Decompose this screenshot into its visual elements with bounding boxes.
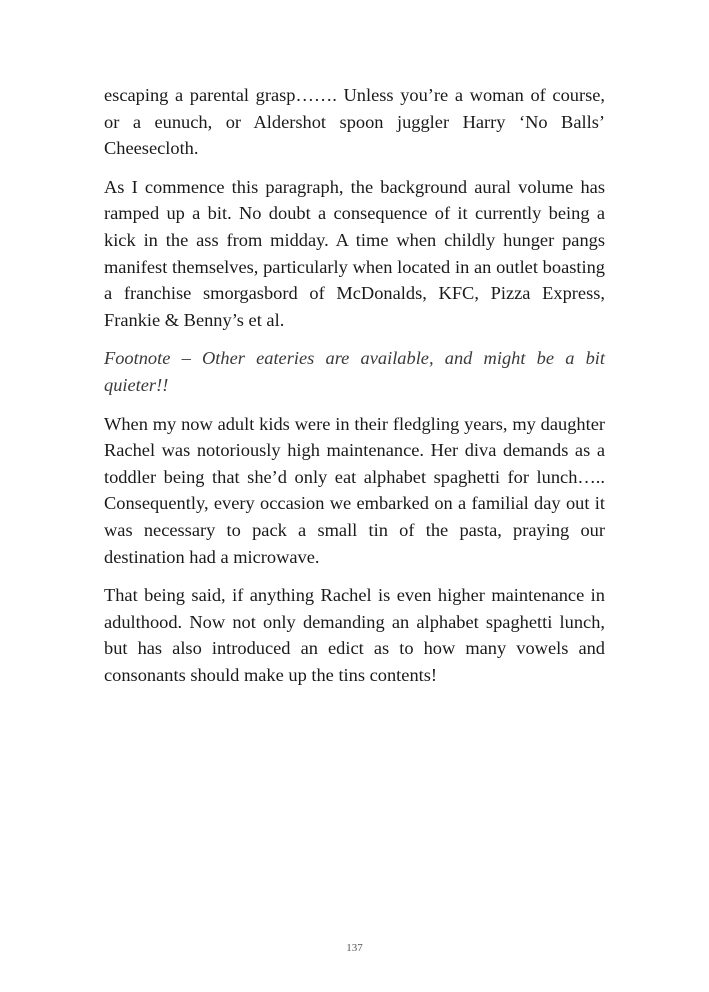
footnote: Footnote – Other eateries are available, and might be a bit quieter!!	[104, 348, 605, 395]
page-number: 137	[346, 942, 363, 954]
paragraph-rachel-adulthood: That being said, if anything Rachel is even higher maintenance in adulthood. Now not only demanding an alphabet spaghetti lunch, but has also introduced an edict as to how many vowels and consonants should make up the tins contents!	[104, 585, 605, 685]
paragraph-rachel-toddler: When my now adult kids were in their fledgling years, my daughter Rachel was notoriously high maintenance. Her diva demands as a toddler being that she’d only eat alphabet spaghetti for lunch….. Consequently, every occasion we embarked on a familial day out it was necessary to pack a small tin of the pasta, praying our destination had a microwave.	[104, 413, 605, 567]
page-body	[104, 82, 605, 700]
paragraph-continuation: escaping a parental grasp……. Unless you’re a woman of course, or a eunuch, or Aldershot spoon juggler Harry ‘No Balls’ Cheesecloth.	[104, 85, 605, 159]
paragraph-background-volume: As I commence this paragraph, the background aural volume has ramped up a bit. No doubt a consequence of it currently being a kick in the ass from midday. A time when childly hunger pangs manifest themselves, particularly when located in an outlet boasting a franchise smorgasbord of McDonalds, KFC, Pizza Express, Frankie & Benny’s et al.	[104, 176, 605, 330]
